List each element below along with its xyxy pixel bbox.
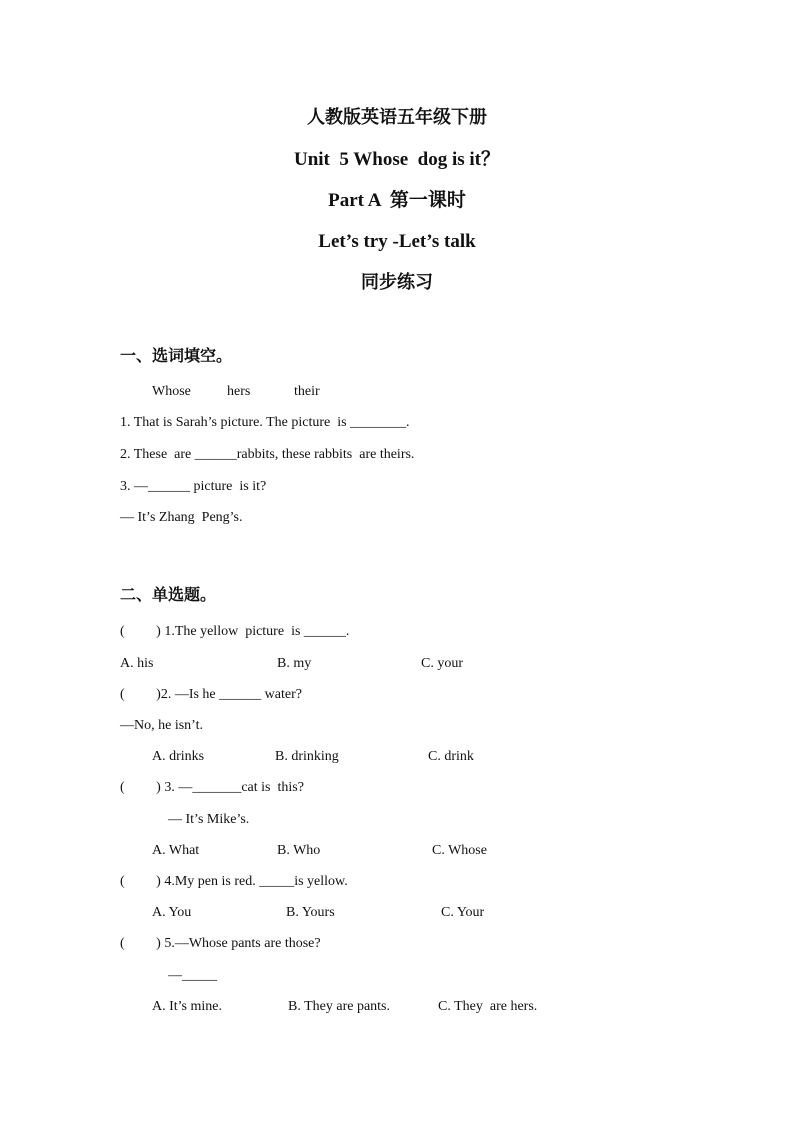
- option-a: A. What: [152, 843, 200, 858]
- unit-title: Unit 5 Whose dog is it？: [293, 149, 501, 170]
- word-bank-item: their: [294, 384, 320, 399]
- question-stem: ( )2. —Is he ______ water?: [120, 687, 302, 702]
- option-b: B. Who: [277, 843, 321, 858]
- lesson-title: Let’s try -Let’s talk: [318, 231, 476, 252]
- practice-title: 同步练习: [361, 272, 433, 293]
- option-c: C. Your: [441, 905, 485, 920]
- question-line: 3. —______ picture is it?: [120, 479, 267, 494]
- option-a: A. his: [120, 656, 154, 671]
- option-c: C. drink: [428, 749, 474, 764]
- option-b: B. They are pants.: [288, 999, 390, 1014]
- question-line: 1. That is Sarah’s picture. The picture is ________.: [120, 415, 410, 430]
- section2-heading: 二、单选题。: [120, 585, 217, 604]
- answer-line: — It’s Zhang Peng’s.: [120, 510, 243, 525]
- part-title: Part A 第一课时: [328, 190, 466, 211]
- word-bank-item: Whose: [152, 384, 191, 399]
- option-a: A. It’s mine.: [152, 999, 222, 1014]
- section1-heading: 一、选词填空。: [120, 346, 233, 365]
- option-a: A. You: [152, 905, 192, 920]
- word-bank-item: hers: [227, 384, 251, 399]
- answer-line: — It’s Mike’s.: [168, 812, 250, 827]
- option-c: C. Whose: [432, 843, 487, 858]
- answer-line: —No, he isn’t.: [120, 718, 203, 733]
- question-stem: ( ) 5.—Whose pants are those?: [120, 936, 321, 951]
- option-c: C. your: [421, 656, 463, 671]
- option-b: B. Yours: [286, 905, 335, 920]
- question-stem: ( ) 1.The yellow picture is ______.: [120, 624, 350, 639]
- answer-line: —_____: [168, 968, 217, 983]
- question-stem: ( ) 4.My pen is red. _____is yellow.: [120, 874, 348, 889]
- question-stem: ( ) 3. —_______cat is this?: [120, 780, 304, 795]
- page-title: 人教版英语五年级下册: [307, 107, 487, 128]
- option-c: C. They are hers.: [438, 999, 538, 1014]
- option-b: B. drinking: [275, 749, 339, 764]
- question-line: 2. These are ______rabbits, these rabbits are theirs.: [120, 447, 415, 462]
- option-a: A. drinks: [152, 749, 205, 764]
- option-b: B. my: [277, 656, 312, 671]
